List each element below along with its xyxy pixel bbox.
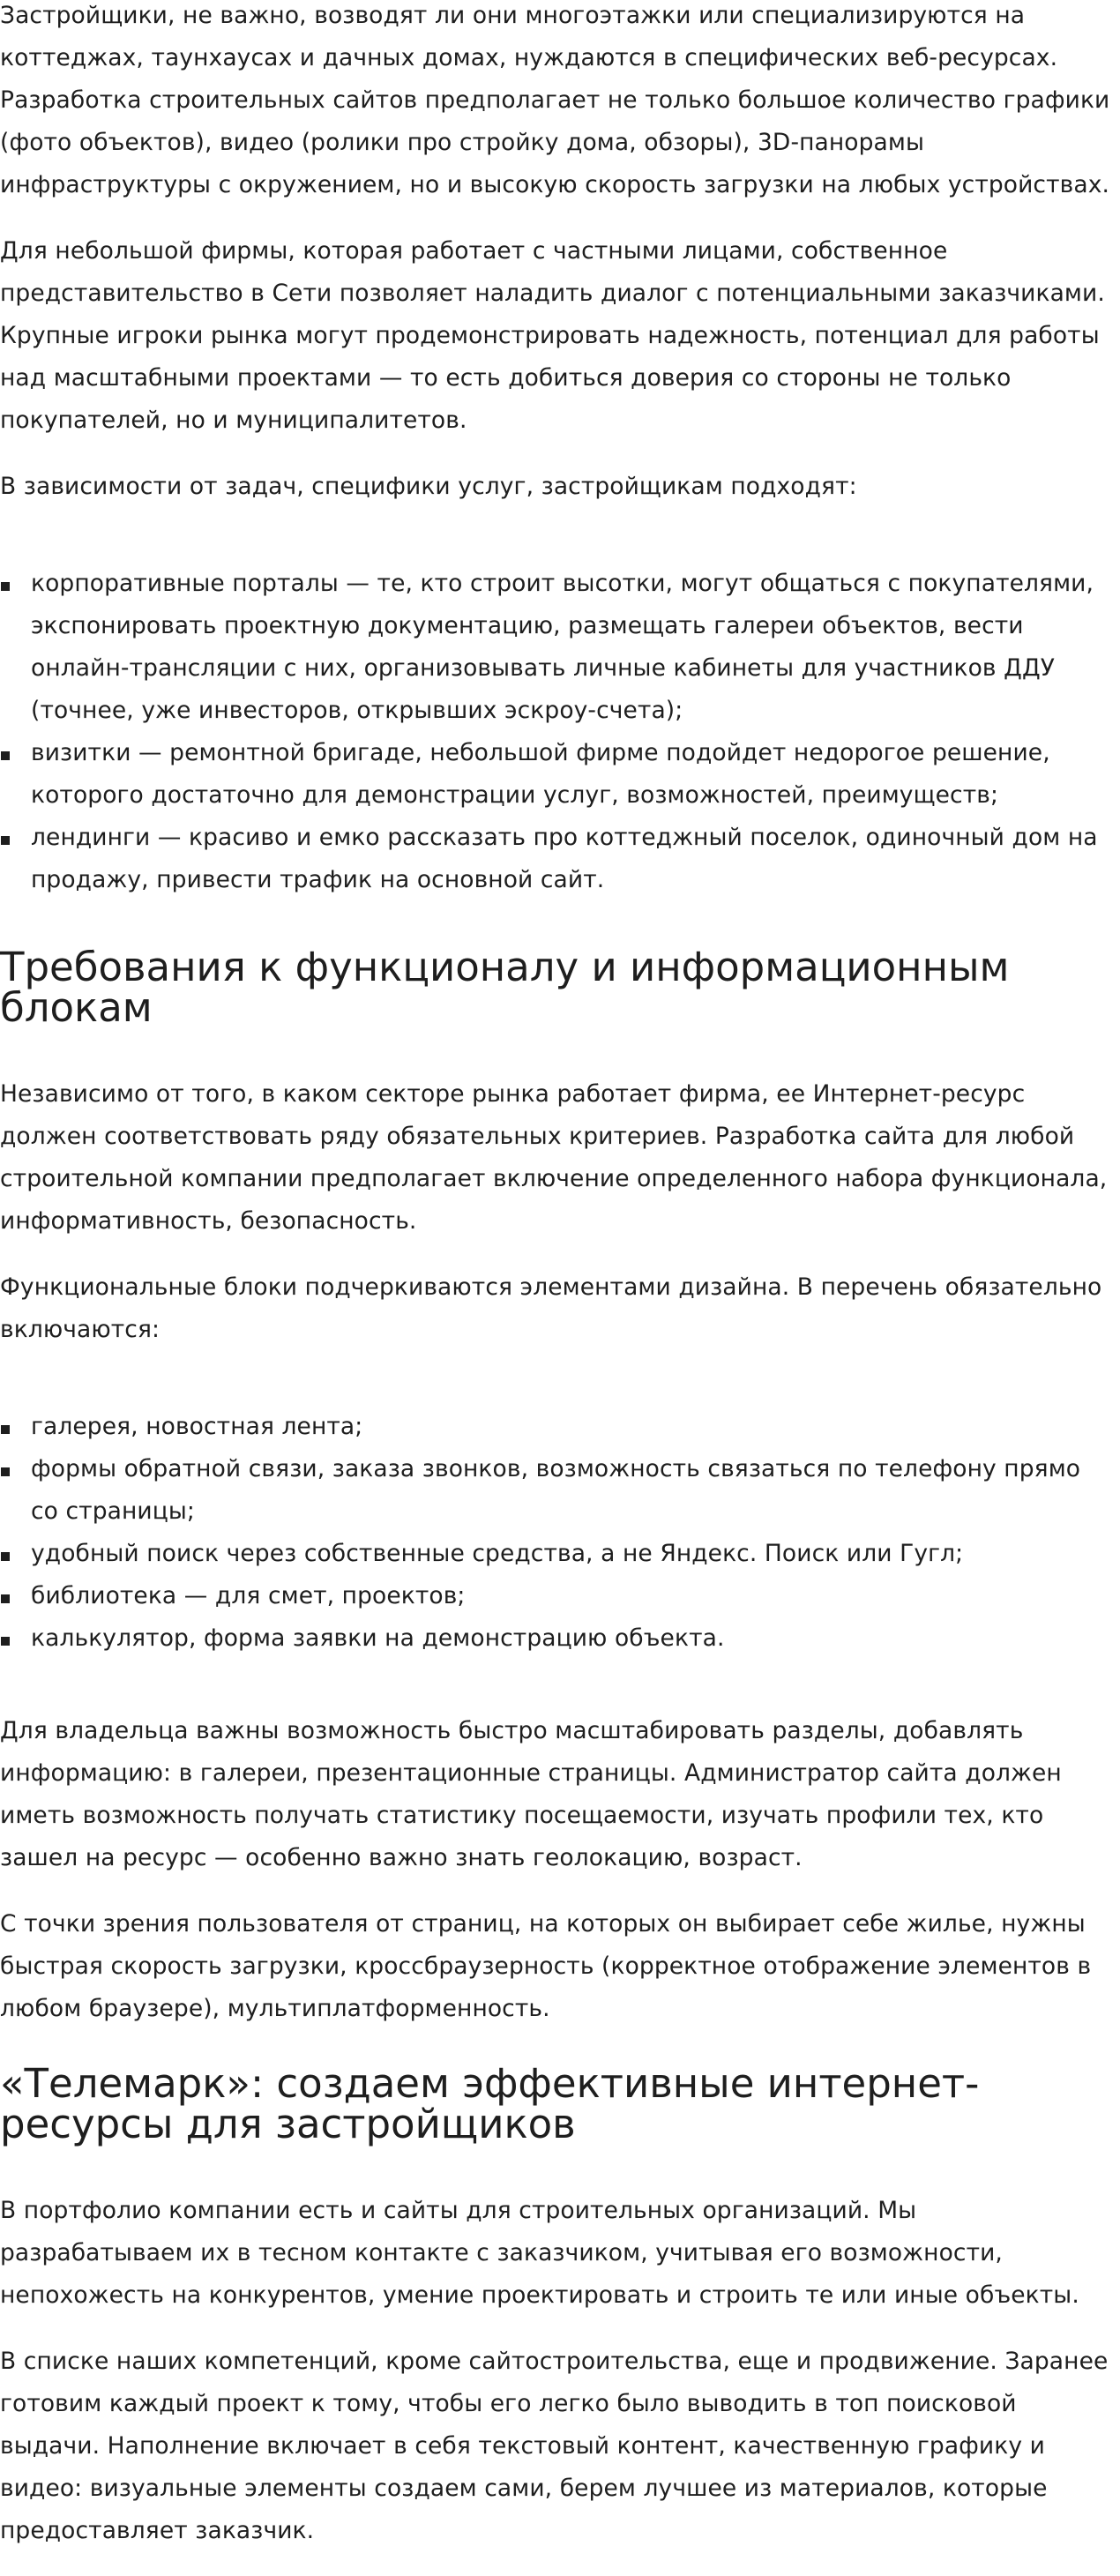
list-item: библиотека — для смет, проектов; — [0, 1575, 1113, 1617]
intro-paragraph-3: В зависимости от задач, специфики услуг, застройщикам подходят: — [0, 473, 857, 500]
list-item: удобный поиск через собственные средства, а не Яндекс. Поиск или Гугл; — [0, 1533, 1113, 1575]
list-item: корпоративные порталы — те, кто строит высотки, могут общаться с покупателями, экспонировать проектную документацию, размещать галереи объектов, вести онлайн-трансляции с них, организовывать личные кабинеты для участников ДДУ (точнее, уже инвесторов, открывших эскроу-счета); — [0, 563, 1113, 732]
telemark-heading: «Телемарк»: создаем эффективные интернет-ресурсы для застройщиков — [0, 2060, 980, 2147]
list-item: калькулятор, форма заявки на демонстрацию объекта. — [0, 1617, 1113, 1660]
functional-blocks-list — [0, 1406, 1113, 1660]
list-item: лендинги — красиво и емко рассказать про коттеджный поселок, одиночный дом на продажу, привести трафик на основной сайт. — [0, 817, 1113, 901]
telemark-paragraph-2: В списке наших компетенций, кроме сайтостроительства, еще и продвижение. Заранее готовим каждый проект к тому, чтобы его легко было выводить в топ поисковой выдачи. Наполнение включает в себя текстовый контент, качественную графику и видео: визуальные элементы создаем сами, берем лучшее из материалов, которые предоставляет заказчик. — [0, 2348, 1109, 2544]
requirements-paragraph-1: Независимо от того, в каком секторе рынка работает фирма, ее Интернет-ресурс должен соответствовать ряду обязательных критериев. Разработка сайта для любой строительной компании предполагает включение определенного набора функционала, информативность, безопасность. — [0, 1080, 1108, 1235]
site-types-list — [0, 563, 1113, 901]
requirements-paragraph-2: Функциональные блоки подчеркиваются элементами дизайна. В перечень обязательно включаются: — [0, 1273, 1102, 1343]
list-item: визитки — ремонтной бригаде, небольшой фирме подойдет недорогое решение, которого достаточно для демонстрации услуг, возможностей, преимуществ; — [0, 732, 1113, 817]
intro-paragraph-1: Застройщики, не важно, возводят ли они многоэтажки или специализируются на коттеджах, таунхаусах и дачных домах, нуждаются в специфических веб-ресурсах. Разработка строительных сайтов предполагает не только большое количество графики (фото объектов), видео (ролики про стройку дома, обзоры), 3D-панорамы инфраструктуры с окружением, но и высокую скорость загрузки на любых устройствах. — [0, 2, 1110, 198]
requirements-paragraph-4: С точки зрения пользователя от страниц, на которых он выбирает себе жилье, нужны быстрая скорость загрузки, кроссбраузерность (корректное отображение элементов в любом браузере), мультиплатформенность. — [0, 1910, 1092, 2022]
requirements-heading: Требования к функционалу и информационным блокам — [0, 944, 1010, 1031]
telemark-paragraph-1: В портфолио компании есть и сайты для строительных организаций. Мы разрабатываем их в тесном контакте с заказчиком, учитывая его возможности, непохожесть на конкурентов, умение проектировать и строить те или иные объекты. — [0, 2197, 1079, 2309]
list-item: галерея, новостная лента; — [0, 1406, 1113, 1448]
list-item: формы обратной связи, заказа звонков, возможность связаться по телефону прямо со страницы; — [0, 1448, 1113, 1533]
intro-paragraph-2: Для небольшой фирмы, которая работает с частными лицами, собственное представительство в Сети позволяет наладить диалог с потенциальными заказчиками. Крупные игроки рынка могут продемонстрировать надежность, потенциал для работы над масштабными проектами — то есть добиться доверия со стороны не только покупателей, но и муниципалитетов. — [0, 237, 1105, 434]
requirements-paragraph-3: Для владельца важны возможность быстро масштабировать разделы, добавлять информацию: в галереи, презентационные страницы. Администратор сайта должен иметь возможность получать статистику посещаемости, изучать профили тех, кто зашел на ресурс — особенно важно знать геолокацию, возраст. — [0, 1717, 1062, 1871]
